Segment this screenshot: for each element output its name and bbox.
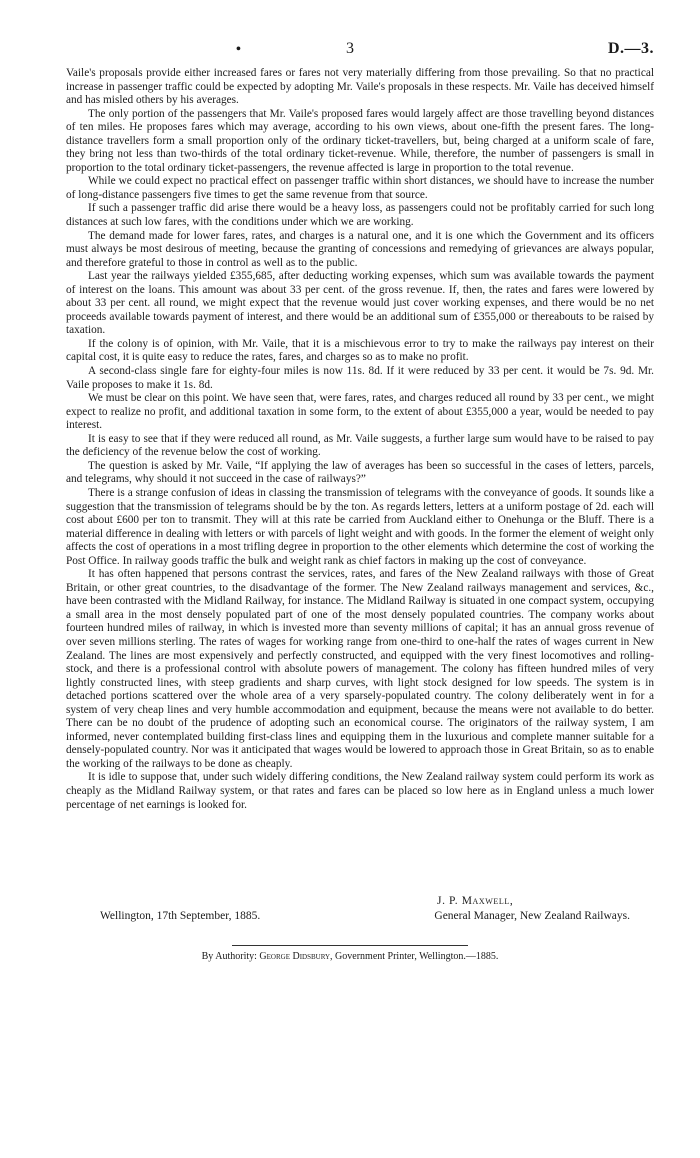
paragraph: A second-class single fare for eighty-four miles is now 11s. 8d. If it were reduced by 33 per cent. it would be 7s. 9d. Mr. Vaile proposes to make it 1s. 8d.	[66, 365, 654, 391]
document-code: D.—3.	[607, 40, 654, 57]
paragraph: While we could expect no practical effect on passenger traffic within short distances, we should have to increase the number of long-distance passengers five times to get the same revenue from that source.	[66, 175, 654, 201]
footer-divider	[232, 945, 468, 946]
paragraph: The question is asked by Mr. Vaile, “If applying the law of averages has been so successful in the cases of letters, parcels, and telegrams, why should it not succeed in the case of railways?”	[66, 459, 654, 486]
header-dot: •	[236, 42, 241, 57]
paragraph: It is idle to suppose that, under such widely differing conditions, the New Zealand railway system could perform its work as cheaply as the Midland Railway system, or that rates and fares can be placed so low here as in England unless a much lower percentage of net earnings is looked for.	[66, 771, 654, 811]
imprint-suffix: , Government Printer, Wellington.—1885.	[330, 951, 499, 962]
paragraph: If the colony is of opinion, with Mr. Vaile, that it is a mischievous error to try to make the railways pay interest on their capital cost, it is quite easy to reduce the rates, fares, and charges so as to make no profit.	[66, 337, 654, 364]
body-text	[66, 67, 654, 812]
paragraph: The demand made for lower fares, rates, and charges is a natural one, and it is one which the Government and its officers must always be most desirous of meeting, because the granting of concessions and remedying of grievances are always popular, and therefore grateful to those in control as well as to the public.	[66, 229, 654, 269]
paragraph: Last year the railways yielded £355,685, after deducting working expenses, which sum was available towards the payment of interest on the loans. This amount was about 33 per cent. of the gross revenue. If, then, the rates and fares were lowered by about 33 per cent. all round, we might expect that the revenue would just cover working expenses, and there would be no net proceeds available towards payment of interest, and there would be an additional sum of £355,000 or thereabouts to be raised by taxation.	[66, 270, 654, 337]
paragraph: There is a strange confusion of ideas in classing the transmission of telegrams with the conveyance of goods. It sounds like a suggestion that the transmission of telegrams should be by the ton. As regards letters, letters at a uniform postage of 2d. each will cost about £600 per ton to transmit. They will at this rate be carried from Auckland either to Onehunga or the Bluff. There is a material difference in dealing with letters or with parcels of light weight and with goods. In the former the element of weight only affects the cost of operations in a most trifling degree in proportion to the other elements which determine the cost of working the Post Office. In railway goods traffic the bulk and weight rank as chief factors in making up the cost of conveyance.	[66, 486, 654, 567]
paragraph: The only portion of the passengers that Mr. Vaile's proposed fares would largely affect are those travelling beyond distances of ten miles. He proposes fares which may average, according to his own views, about one-fifth the present fares. The long-distance travellers form a small proportion only of the ordinary ticket-travellers, but, being charged at a uniform scale of fare, they bring not less than two-thirds of the total ordinary ticket-revenue. While, therefore, the number of passengers is small in proportion to the total ordinary ticket-passengers, the revenue affected is large in proportion to the total revenue.	[66, 107, 654, 174]
imprint-prefix: By Authority:	[201, 951, 260, 962]
page-number: 3	[346, 40, 354, 57]
signatory-title: General Manager, New Zealand Railways.	[434, 910, 630, 922]
printer-imprint	[0, 951, 700, 962]
signatory-name: J. P. Maxwell,	[437, 895, 514, 907]
paragraph: We must be clear on this point. We have seen that, were fares, rates, and charges reduced all round by 33 per cent., we might expect to realize no profit, and additional taxation in some form, to the extent of about £355,000 a year, would be needed to pay interest.	[66, 392, 654, 432]
paragraph: Vaile's proposals provide either increased fares or fares not very materially differing from those prevailing. So that no practical increase in passenger traffic could be expected by adopting Mr. Vaile's proposals in these respects. Mr. Vaile has deceived himself and has misled others by his averages.	[66, 67, 654, 107]
paragraph: It has often happened that persons contrast the services, rates, and fares of the New Zealand railways with those of Great Britain, or other great countries, to the disadvantage of the former. The New Zealand railways management and services, &c., have been contrasted with the Midland Railway, for instance. The Midland Railway is situated in one compact system, occupying a small area in the most densely populated part of one of the most densely populated countries. The company works about fourteen hundred miles of railway, in which is invested more than seventy millions of capital; it has an annual gross revenue of over seven millions sterling. The rates of wages for working range from one-third to one-half the rates of wages current in New Zealand. The lines are most expensively and perfectly constructed, and equipped with the very finest locomotives and rolling-stock, and there is a professional control with absolute powers of management. The colony has fifteen hundred miles of very lightly constructed lines, with steep gradients and sharp curves, with light stock designed for low speeds. The system is in detached portions scattered over the whole area of a very sparsely-populated country. The colony deliberately went in for a system of very cheap lines and very humble accommodation and equipment, because the means were not available to do better. There can be no doubt of the prudence of adopting such an economical course. The originators of the railway system, I am informed, never contemplated building first-class lines and equipping them in the luxurious and complete manner suitable for a densely-populated country. Nor was it anticipated that wages would be lowered to approach those in Great Britain, so as to enable the working of the railways to be done as cheaply.	[66, 568, 654, 770]
paragraph: If such a passenger traffic did arise there would be a heavy loss, as passengers could not be profitably carried for such long distances at such low fares, with the conditions under which we are working.	[66, 202, 654, 229]
signature-place-date: Wellington, 17th September, 1885.	[100, 910, 261, 922]
paragraph: It is easy to see that if they were reduced all round, as Mr. Vaile suggests, a further large sum would have to be raised to pay the deficiency of the revenue below the cost of working.	[66, 432, 654, 459]
imprint-printer: George Didsbury	[259, 951, 331, 962]
